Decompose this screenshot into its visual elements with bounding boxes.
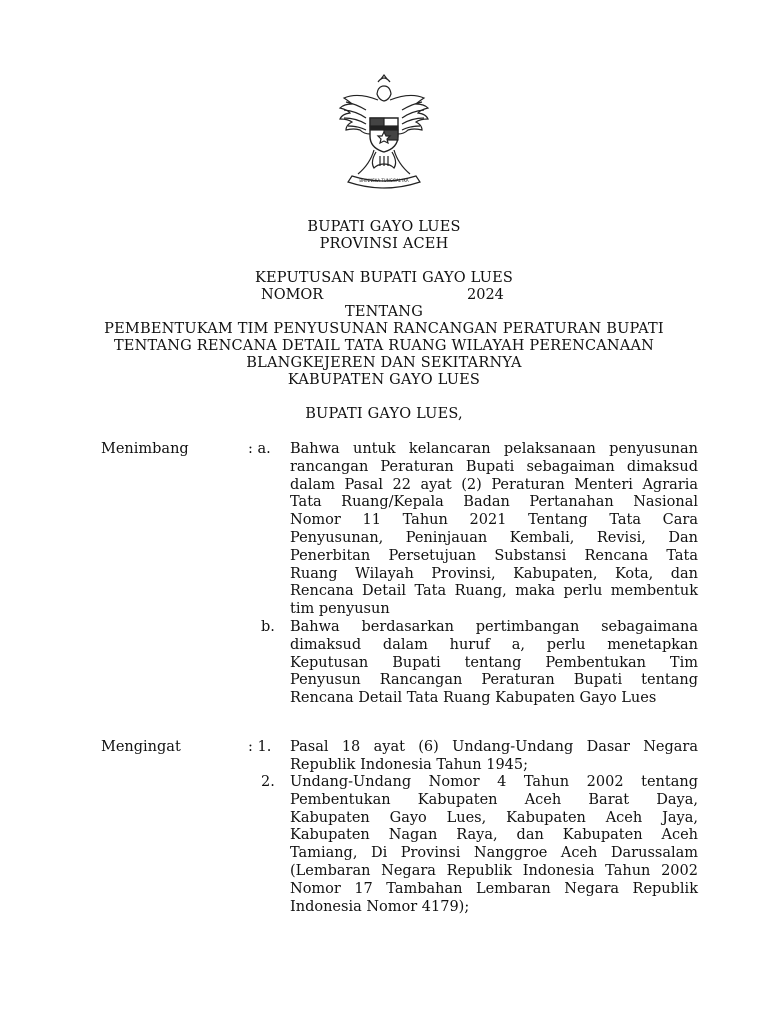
menimbang-label: Menimbang <box>101 441 189 457</box>
menimbang-marker-b: b. <box>261 619 275 635</box>
garuda-pancasila-emblem <box>334 72 434 194</box>
text-line: Penerbitan Persetujuan Substansi Rencana Tata <box>290 547 698 564</box>
text-line: dalam Pasal 22 ayat (2) Peraturan Menteri Agraria <box>290 476 698 493</box>
decree-title: KEPUTUSAN BUPATI GAYO LUES <box>254 270 514 286</box>
text-line: rancangan Peraturan Bupati sebagaiman dimaksud <box>290 458 698 475</box>
text-line: Indonesia Nomor 4179); <box>290 898 470 915</box>
svg-text:BHINNEKA TUNGGAL IKA: BHINNEKA TUNGGAL IKA <box>359 178 409 183</box>
text-line: Pembentukan Kabupaten Aceh Barat Daya, <box>290 791 698 808</box>
nomor-label: NOMOR <box>261 287 324 303</box>
bupati-salutation: BUPATI GAYO LUES, <box>305 406 463 422</box>
text-line: Nomor 11 Tahun 2021 Tentang Tata Cara <box>290 512 698 529</box>
text-line: Pasal 18 ayat (6) Undang-Undang Dasar Negara <box>290 739 698 755</box>
text-line: tim penyusun <box>290 601 390 618</box>
text-line: Keputusan Bupati tentang Pembentukan Tim <box>290 654 698 671</box>
nomor-year: 2024 <box>467 287 504 303</box>
mengingat-item-1 <box>290 739 698 775</box>
menimbang-item-b <box>290 619 698 708</box>
header-line-provinsi: PROVINSI ACEH <box>319 236 449 252</box>
text-line: Bahwa untuk kelancaran pelaksanaan penyusunan <box>290 441 698 457</box>
mengingat-label: Mengingat <box>101 739 181 755</box>
mengingat-item-2 <box>290 774 698 916</box>
text-line: Tamiang, Di Provinsi Nanggroe Aceh Darussalam <box>290 845 698 862</box>
title-line-4: KABUPATEN GAYO LUES <box>287 372 481 388</box>
text-line: Penyusun Rancangan Peraturan Bupati tentang <box>290 672 698 689</box>
text-line: Undang-Undang Nomor 4 Tahun 2002 tentang <box>290 774 698 790</box>
title-line-1: PEMBENTUKAM TIM PENYUSUNAN RANCANGAN PERATURAN BUPATI <box>104 321 664 337</box>
text-line: Nomor 17 Tambahan Lembaran Negara Republik <box>290 880 698 897</box>
mengingat-marker-2: 2. <box>261 774 275 790</box>
text-line: Republik Indonesia Tahun 1945; <box>290 756 529 773</box>
text-line: Tata Ruang/Kepala Badan Pertanahan Nasional <box>290 494 698 511</box>
text-line: Ruang Wilayah Provinsi, Kabupaten, Kota, dan <box>290 565 698 582</box>
text-line: Penyusunan, Peninjauan Kembali, Revisi, Dan <box>290 529 698 546</box>
text-line: (Lembaran Negara Republik Indonesia Tahun 2002 <box>290 862 698 879</box>
text-line: Bahwa berdasarkan pertimbangan sebagaimana <box>290 619 698 635</box>
menimbang-marker-a: : a. <box>248 441 271 457</box>
text-line: Kabupaten Nagan Raya, dan Kabupaten Aceh <box>290 827 698 844</box>
mengingat-marker-1: : 1. <box>248 739 272 755</box>
tentang-label: TENTANG <box>345 304 423 320</box>
title-line-3: BLANGKEJEREN DAN SEKITARNYA <box>246 355 522 371</box>
menimbang-item-a <box>290 441 698 619</box>
text-line: Kabupaten Gayo Lues, Kabupaten Aceh Jaya, <box>290 809 698 826</box>
text-line: Rencana Detail Tata Ruang Kabupaten Gayo Lues <box>290 690 657 707</box>
header-line-bupati: BUPATI GAYO LUES <box>307 219 461 235</box>
text-line: Rencana Detail Tata Ruang, maka perlu membentuk <box>290 583 698 600</box>
text-line: dimaksud dalam huruf a, perlu menetapkan <box>290 636 698 653</box>
title-line-2: TENTANG RENCANA DETAIL TATA RUANG WILAYAH PERENCANAAN <box>113 338 655 354</box>
